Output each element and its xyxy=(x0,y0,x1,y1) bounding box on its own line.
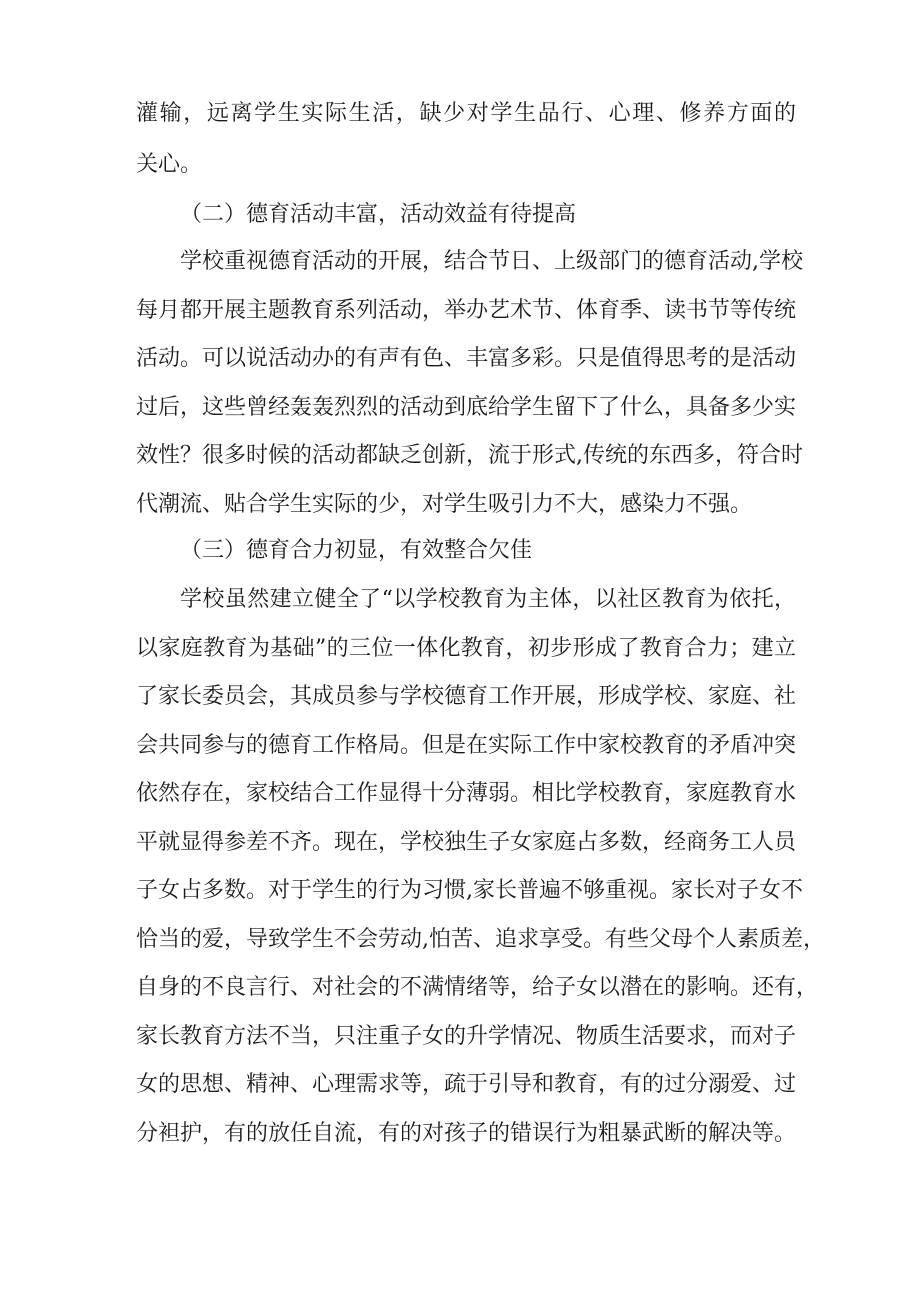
paragraph-line: 女的思想、精神、心理需求等，疏于引导和教育，有的过分溺爱、过 xyxy=(136,1072,797,1097)
paragraph-line: 代潮流、贴合学生实际的少，对学生吸引力不大，感染力不强。 xyxy=(136,492,753,517)
paragraph-line: 自身的不良言行、对社会的不满情绪等，给子女以潜在的影响。还有， xyxy=(136,975,819,1000)
paragraph-line: 会共同参与的德育工作格局。但是在实际工作中家校教育的矛盾冲突 xyxy=(136,733,797,758)
paragraph-line: 了家长委员会，其成员参与学校德育工作开展，形成学校、家庭、社 xyxy=(136,684,797,709)
paragraph-line: 恰当的爱，导致学生不会劳动,怕苦、追求享受。有些父母个人素质差， xyxy=(136,927,825,952)
paragraph-line: 家长教育方法不当，只注重子女的升学情况、物质生活要求，而对子 xyxy=(136,1024,797,1049)
paragraph-line: 每月都开展主题教育系列活动，举办艺术节、体育季、读书节等传统 xyxy=(136,298,797,323)
section-heading: （三）德育合力初显，有效整合欠佳 xyxy=(180,538,533,563)
paragraph-line: 效性？很多时候的活动都缺乏创新，流于形式,传统的东西多，符合时 xyxy=(136,443,803,468)
paragraph-line: 依然存在，家校结合工作显得十分薄弱。相比学校教育，家庭教育水 xyxy=(136,781,797,806)
paragraph-line: 灌输，远离学生实际生活，缺少对学生品行、心理、修养方面的 xyxy=(136,101,796,126)
paragraph-line: 学校重视德育活动的开展，结合节日、上级部门的德育活动,学校 xyxy=(180,249,803,274)
paragraph-line: 以家庭教育为基础”的三位一体化教育，初步形成了教育合力；建立 xyxy=(136,636,796,661)
paragraph-line: 过后，这些曾经轰轰烈烈的活动到底给学生留下了什么，具备多少实 xyxy=(136,395,797,420)
paragraph-line: 平就显得参差不齐。现在，学校独生子女家庭占多数，经商务工人员 xyxy=(136,830,797,855)
paragraph-line: 关心。 xyxy=(136,152,203,177)
paragraph-line: 学校虽然建立健全了“以学校教育为主体，以社区教育为依托， xyxy=(180,587,796,612)
section-heading: （二）德育活动丰富，活动效益有待提高 xyxy=(180,202,577,227)
paragraph-line: 子女占多数。对于学生的行为习惯,家长普遍不够重视。家长对子女不 xyxy=(136,878,803,903)
paragraph-line: 活动。可以说活动办的有声有色、丰富多彩。只是值得思考的是活动 xyxy=(136,346,797,371)
paragraph-line: 分袒护，有的放任自流，有的对孩子的错误行为粗暴武断的解决等。 xyxy=(136,1121,797,1146)
